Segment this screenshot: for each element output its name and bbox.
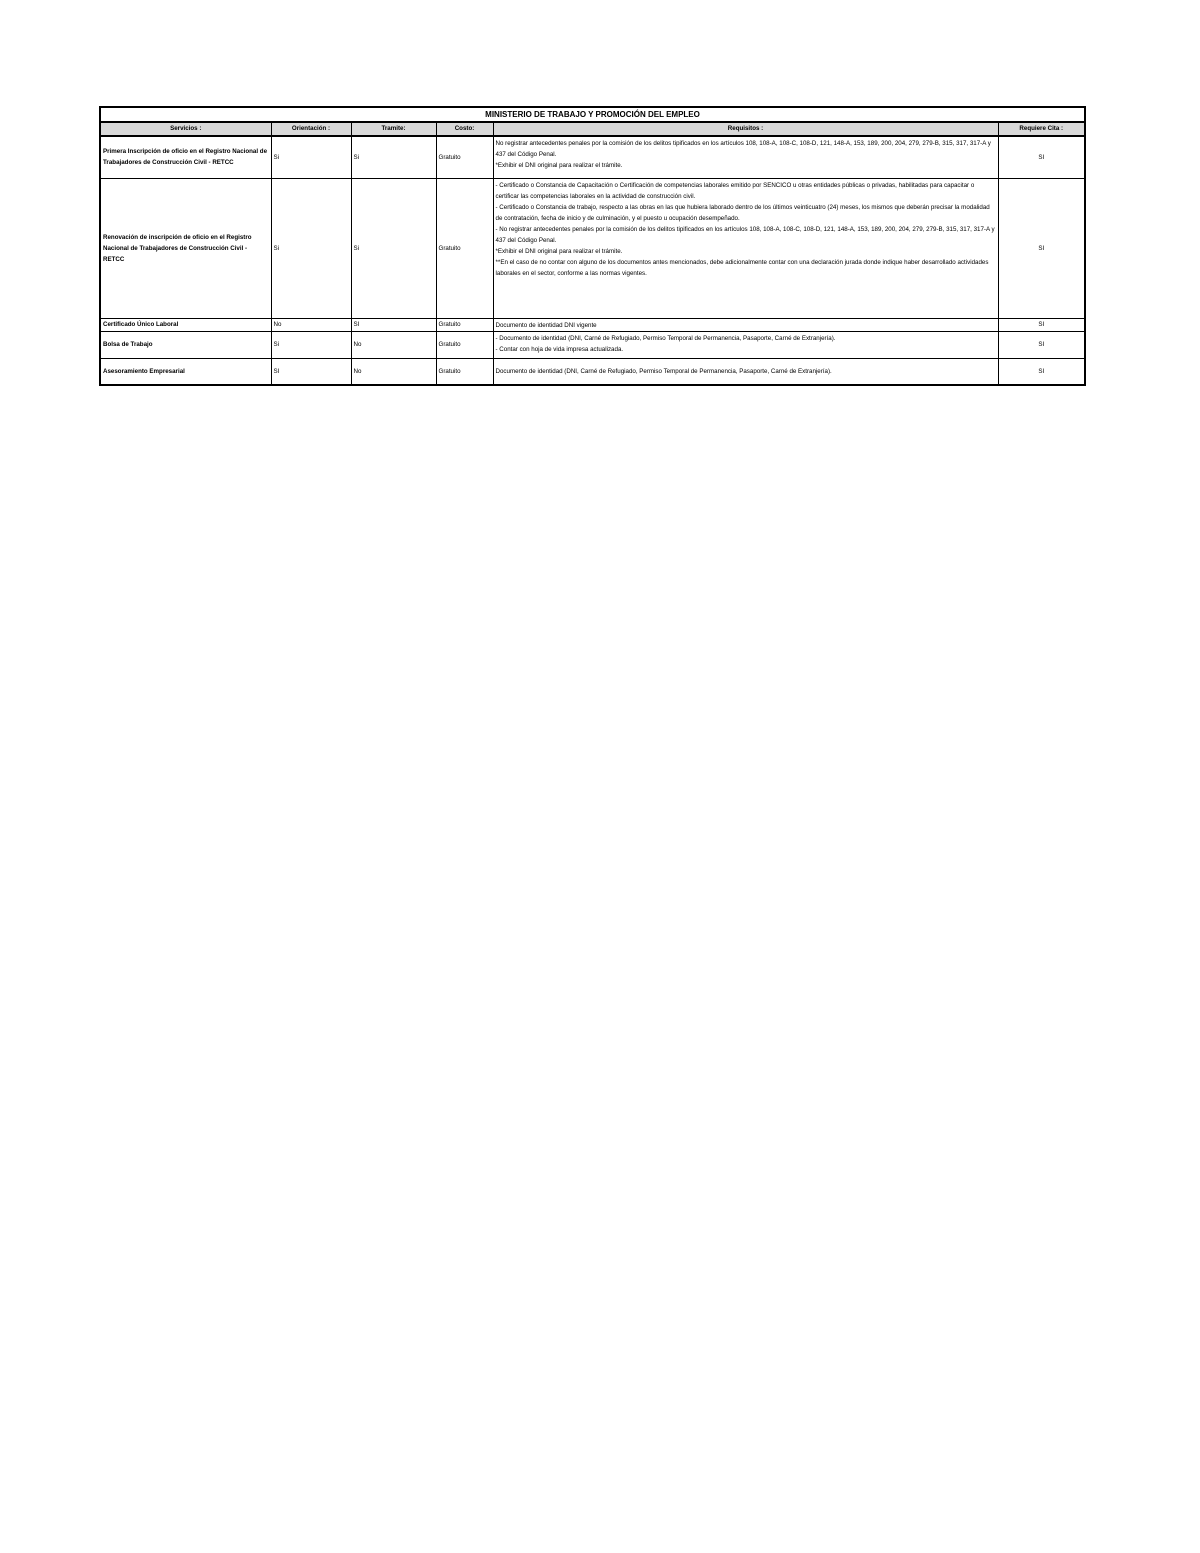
- costo-cell: Gratuito: [436, 358, 493, 385]
- requisito-line: No registrar antecedentes penales por la comisión de los delitos tipificados en los artículos 108, 108-A, 108-C, 108-D, 121, 148-A, 153, 189, 200, 204, 279, 279-B, 315, 317, 317-A y 437 del Código Penal.: [495, 140, 991, 158]
- header-servicios: Servicios :: [100, 122, 271, 136]
- requisito-line: - Certificado o Constancia de Capacitación o Certificación de competencias laborales emitido por SENCICO u otras entidades públicas o privadas, habilitadas para capacitar o certificar las competencias laborales en la actividad de construcción civil.: [495, 181, 975, 200]
- header-requisitos: Requisitos :: [493, 122, 998, 136]
- cita-cell: SI: [998, 178, 1085, 318]
- requisito-line: - Certificado o Constancia de trabajo, respecto a las obras en las que hubiera laborado dentro de los últimos veinticuatro (24) meses, los mismos que deberán precisar la modalidad de contratación, fecha de inicio y de culminación, y el puesto u ocupación desempeñado.: [495, 203, 990, 222]
- orientacion-cell: No: [271, 318, 351, 331]
- orientacion-cell: Si: [271, 136, 351, 178]
- cita-cell: SI: [998, 318, 1085, 331]
- tramite-cell: No: [351, 358, 436, 385]
- header-orientacion: Orientación :: [271, 122, 351, 136]
- requisito-line: - No registrar antecedentes penales por la comisión de los delitos tipificados en los artículos 108, 108-A, 108-C, 108-D, 121, 148-A, 153, 189, 200, 204, 279, 279-B, 315, 317, 317-A y 437 del Código Penal.: [495, 225, 995, 244]
- header-row: [100, 122, 1085, 136]
- table-row: [100, 136, 1085, 178]
- tramite-cell: Si: [351, 178, 436, 318]
- costo-cell: Gratuito: [436, 136, 493, 178]
- requisito-line: - Documento de identidad (DNI, Carné de Refugiado, Permiso Temporal de Permanencia, Pasaporte, Carné de Extranjería).: [495, 334, 836, 342]
- requisito-line: *Exhibir el DNI original para realizar el trámite.: [495, 247, 623, 255]
- requisitos-cell: [493, 318, 998, 331]
- requisito-line: **En el caso de no contar con alguno de los documentos antes mencionados, debe adicionalmente contar con una declaración jurada donde indique haber desarrollado actividades laborales en el sector, conforme a las normas vigentes.: [495, 258, 989, 277]
- requisito-line: Documento de identidad (DNI, Carné de Refugiado, Permiso Temporal de Permanencia, Pasaporte, Carné de Extranjería).: [495, 368, 832, 376]
- table-row: [100, 331, 1085, 358]
- tramite-cell: SI: [351, 318, 436, 331]
- cita-cell: SI: [998, 358, 1085, 385]
- service-cell: Primera Inscripción de oficio en el Registro Nacional de Trabajadores de Construcción Civil - RETCC: [100, 136, 271, 178]
- title-row: [100, 107, 1085, 122]
- service-cell: Certificado Único Laboral: [100, 318, 271, 331]
- header-costo: Costo:: [436, 122, 493, 136]
- cita-cell: SI: [998, 136, 1085, 178]
- table-row: [100, 178, 1085, 318]
- service-cell: Renovación de inscripción de oficio en el Registro Nacional de Trabajadores de Construcción Civil - RETCC: [100, 178, 271, 318]
- cita-cell: SI: [998, 331, 1085, 358]
- orientacion-cell: SI: [271, 358, 351, 385]
- service-cell: Bolsa de Trabajo: [100, 331, 271, 358]
- tramite-cell: Si: [351, 136, 436, 178]
- requisito-line: *Exhibir el DNI original para realizar el trámite.: [495, 162, 623, 169]
- requisitos-cell: [493, 178, 998, 318]
- costo-cell: Gratuito: [436, 318, 493, 331]
- header-tramite: Tramite:: [351, 122, 436, 136]
- requisitos-cell: [493, 136, 998, 178]
- requisitos-cell: [493, 331, 998, 358]
- orientacion-cell: Si: [271, 178, 351, 318]
- table-row: [100, 318, 1085, 331]
- table-title: MINISTERIO DE TRABAJO Y PROMOCIÓN DEL EMPLEO: [100, 107, 1085, 122]
- requisito-line: - Contar con hoja de vida impresa actualizada.: [495, 345, 624, 353]
- table-row: [100, 358, 1085, 385]
- costo-cell: Gratuito: [436, 331, 493, 358]
- services-table: [99, 106, 1086, 386]
- tramite-cell: No: [351, 331, 436, 358]
- orientacion-cell: Si: [271, 331, 351, 358]
- costo-cell: Gratuito: [436, 178, 493, 318]
- service-cell: Asesoramiento Empresarial: [100, 358, 271, 385]
- requisitos-cell: [493, 358, 998, 385]
- header-requiere-cita: Requiere Cita :: [998, 122, 1085, 136]
- requisito-line: Documento de identidad DNI vigente: [495, 321, 597, 329]
